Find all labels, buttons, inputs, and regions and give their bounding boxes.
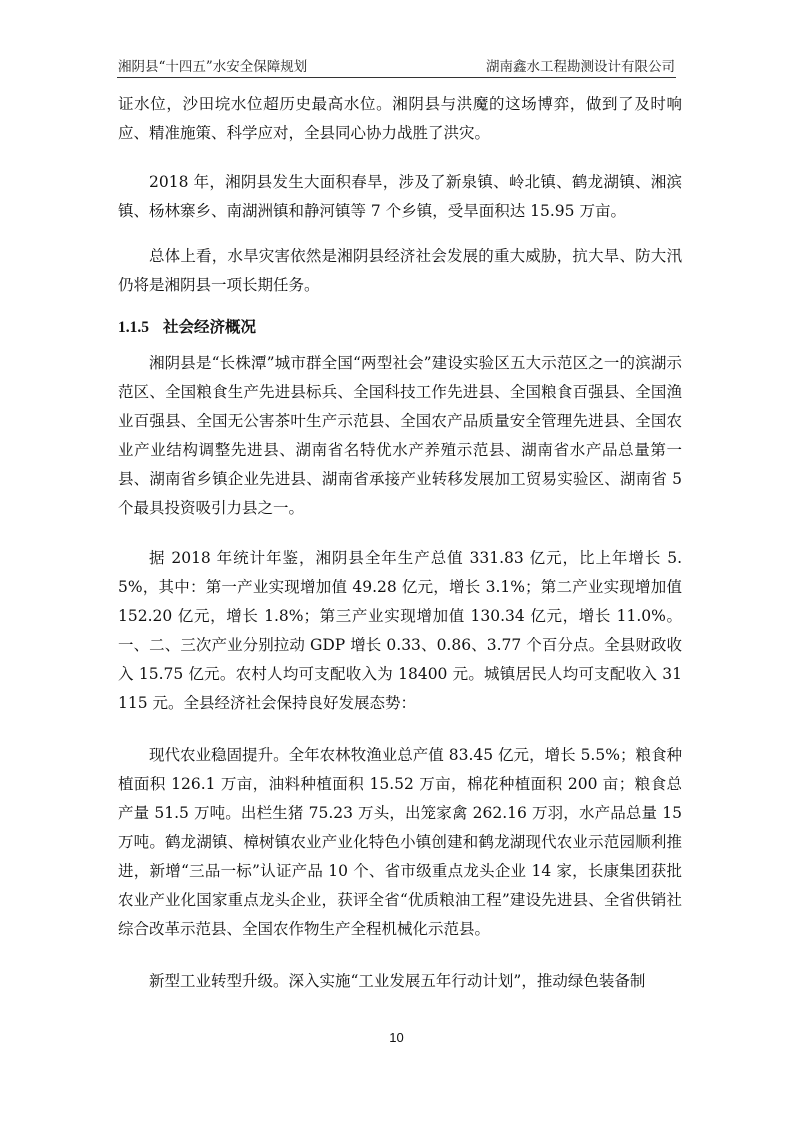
paragraph-county-honors: 湘阴县是“长株潭”城市群全国“两型社会”建设实验区五大示范区之一的滨湖示范区、全国粮食生产先进县标兵、全国科技工作先进县、全国粮食百强县、全国渔业百强县、全国无公害茶叶生产示范县、全国农产品质量安全管理先进县、全国农业产业结构调整先进县、湖南省名特优水产养殖示范县、湖南省水产品总量第一县、湖南省乡镇企业先进县、湖南省承接产业转移发展加工贸易实验区、湖南省 5 个最具投资吸引力县之一。 [118, 354, 682, 517]
paragraph-industry: 新型工业转型升级。深入实施“工业发展五年行动计划”，推动绿色装备制 [149, 972, 646, 990]
paragraph-summary: 总体上看，水旱灾害依然是湘阴县经济社会发展的重大威胁，抗大旱、防大汛仍将是湘阴县一项长期任务。 [118, 247, 682, 294]
header-company: 湖南鑫水工程勘测设计有限公司 [486, 59, 675, 75]
paragraph-economy-stats: 据 2018 年统计年鉴，湘阴县全年生产总值 331.83 亿元，比上年增长 5.5%，其中：第一产业实现增加值 49.28 亿元，增长 3.1%；第二产业实现增加值 152.20 亿元，增长 1.8%；第三产业实现增加值 130.34 亿元，增长 11.0%。一、二、三次产业分别拉动 GDP 增长 0.33、0.86、3.77 个百分点。全县财政收入 15.75 亿元。农村人均可支配收入为 18400 元。城镇居民人均可支配收入 31115 元。全县经济社会保持良好发展态势： [118, 549, 682, 712]
paragraph-drought-2018: 2018 年，湘阴县发生大面积春旱，涉及了新泉镇、岭北镇、鹤龙湖镇、湘滨镇、杨林寨乡、南湖洲镇和静河镇等 7 个乡镇，受旱面积达 15.95 万亩。 [118, 173, 682, 220]
header-title: 湘阴县“十四五”水安全保障规划 [118, 59, 308, 75]
section-number: 1.1.5 [118, 319, 149, 336]
page-number: 10 [389, 1030, 404, 1045]
header-rule [117, 77, 676, 78]
paragraph-flood-result: 证水位，沙田垸水位超历史最高水位。湘阴县与洪魔的这场博弈，做到了及时响应、精准施策、科学应对，全县同心协力战胜了洪灾。 [118, 95, 682, 142]
section-heading [118, 314, 256, 341]
section-title: 社会经济概况 [163, 317, 257, 336]
paragraph-agriculture: 现代农业稳固提升。全年农林牧渔业总产值 83.45 亿元，增长 5.5%；粮食种植面积 126.1 万亩，油料种植面积 15.52 万亩，棉花种植面积 200 亩；粮食总产量 51.5 万吨。出栏生猪 75.23 万头，出笼家禽 262.16 万羽，水产品总量 15 万吨。鹤龙湖镇、樟树镇农业产业化特色小镇创建和鹤龙湖现代农业示范园顺利推进，新增“三品一标”认证产品 10 个、省市级重点龙头企业 14 家，长康集团获批农业产业化国家重点龙头企业，获评全省“优质粮油工程”建设先进县、全省供销社综合改革示范县、全国农作物生产全程机械化示范县。 [118, 746, 682, 938]
running-header [118, 55, 675, 77]
